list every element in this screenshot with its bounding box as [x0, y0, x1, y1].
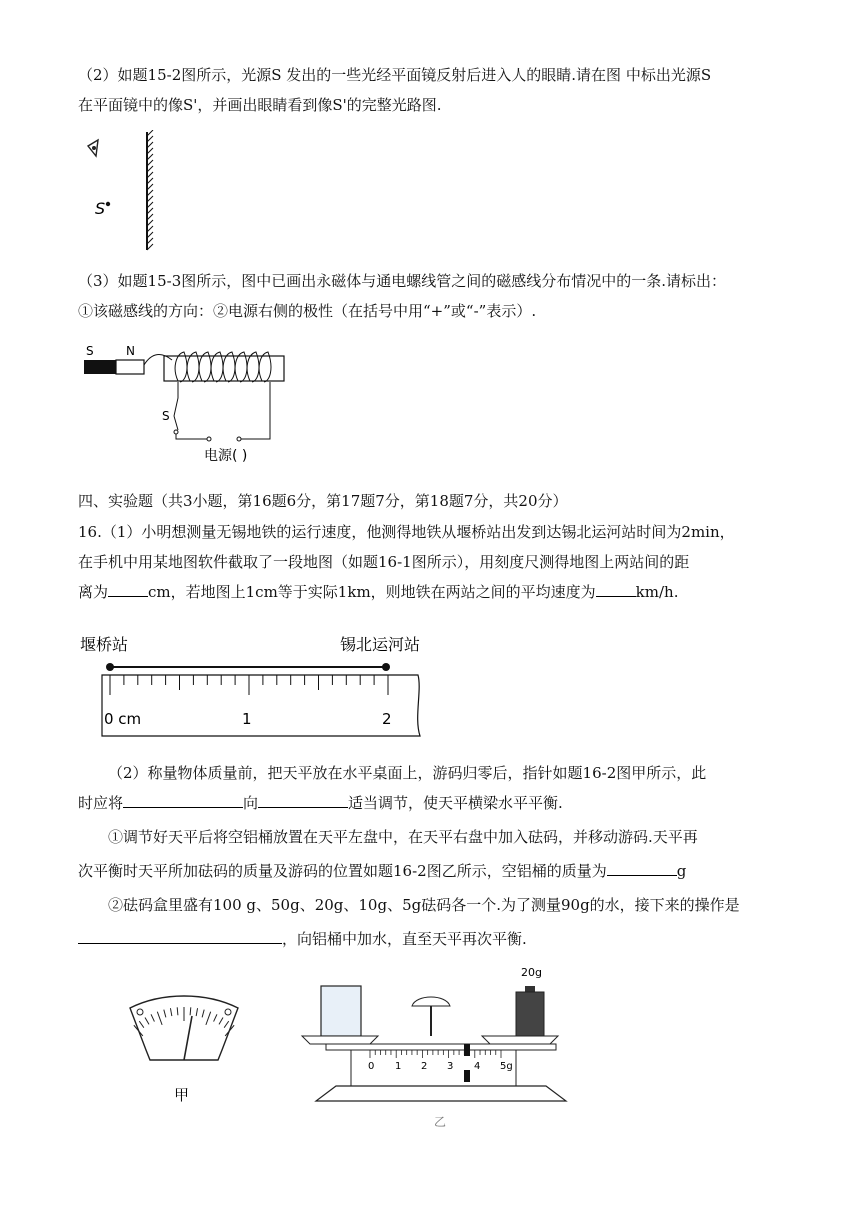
- switch: [174, 416, 178, 430]
- weight-label: 20g: [521, 966, 542, 979]
- q16-1-line1: 16.（1）小明想测量无锡地铁的运行速度，他测得地铁从堰桥站出发到达锡北运河站时间为2min，: [78, 523, 735, 541]
- rider-scale: [351, 1050, 516, 1086]
- balance-pointer-figure: [122, 990, 247, 1110]
- scale-label-5: 5g: [500, 1061, 513, 1072]
- magnet-s-label: S: [86, 344, 94, 358]
- q16-2-sub1-line2: 次平衡时天平所加砝码的质量及游码的位置如题16-2图乙所示，空铝桶的质量为 g: [78, 856, 794, 886]
- magnet-s-pole: [84, 360, 116, 374]
- dial-screw-right: [225, 1009, 231, 1015]
- q16-2-line2: 时应将 向 适当调节，使天平横梁水平平衡.: [78, 788, 794, 818]
- balance-base: [316, 1086, 566, 1101]
- ruler-label-1: 1: [242, 710, 252, 728]
- q16-2-sub2-line2: ，向铝桶中加水，直至天平再次平衡.: [78, 924, 794, 954]
- switch-contact: [174, 430, 178, 434]
- q15-2-line2: 在平面镜中的像S'，并画出眼睛看到像S'的完整光路图.: [78, 96, 442, 114]
- source-point: [106, 202, 110, 206]
- eye-icon: [88, 140, 98, 156]
- source-s-label: S: [95, 199, 106, 218]
- mirror-figure: [80, 130, 180, 255]
- power-terminal-left: [207, 437, 211, 441]
- scale-label-4: 4: [474, 1061, 481, 1072]
- speed-blank[interactable]: [596, 578, 636, 597]
- bottom-wire-left: [176, 434, 207, 439]
- bucket-mass-blank[interactable]: [607, 857, 677, 876]
- fig-jia-label: 甲: [174, 1086, 190, 1104]
- distance-blank[interactable]: [108, 578, 148, 597]
- map-ruler-figure: [78, 630, 438, 745]
- scale-label-1: 1: [395, 1061, 402, 1072]
- scale-label-2: 2: [421, 1061, 428, 1072]
- adjust-direction-blank[interactable]: [258, 789, 348, 808]
- station-right-label: 锡北运河站: [340, 635, 421, 654]
- bottom-wire-right: [241, 382, 270, 439]
- scale-label-0: 0: [368, 1061, 375, 1072]
- aluminum-bucket: [321, 986, 361, 1036]
- right-pan: [482, 1036, 558, 1044]
- q16-2-sub2-line1: ②砝码盒里盛有100 g、50g、20g、10g、5g砝码各一个.为了测量90g的水，接下来的操作是: [108, 896, 740, 914]
- weight-knob: [525, 986, 535, 992]
- fig-yi-label: 乙: [434, 1115, 447, 1129]
- scale-label-3: 3: [447, 1061, 454, 1072]
- power-source-label: 电源( ): [204, 448, 248, 464]
- left-pan: [302, 1036, 378, 1044]
- q15-2-line1: （2）如题15-2图所示，光源S 发出的一些光经平面镜反射后进入人的眼睛.请在图 中标出光源S: [78, 66, 712, 84]
- solenoid-figure: [80, 338, 310, 468]
- q16-2-sub1-line1: ①调节好天平后将空铝桶放置在天平左盘中，在天平右盘中加入砝码，并移动游码.天平再: [108, 828, 698, 846]
- operation-blank[interactable]: [78, 925, 282, 944]
- dial-plate: [130, 996, 238, 1060]
- left-wire: [174, 382, 178, 416]
- section-heading: 四、实验题（共3小题，第16题6分，第17题7分，第18题7分，共20分）: [78, 492, 568, 510]
- beam: [326, 1044, 556, 1050]
- weight-20g: [516, 992, 544, 1036]
- switch-s-label: S: [162, 409, 170, 423]
- balance-figure: [296, 966, 586, 1131]
- power-terminal-right: [237, 437, 241, 441]
- q15-3-line2: ①该磁感线的方向：②电源右侧的极性（在括号中用“+”或“-”表示）.: [78, 302, 537, 320]
- q15-3-line1: （3）如题15-3图所示，图中已画出永磁体与通电螺线管之间的磁感线分布情况中的一条.请标出：: [78, 272, 727, 290]
- rider: [464, 1070, 470, 1082]
- magnet-n-pole: [116, 360, 144, 374]
- q16-2-line1: （2）称量物体质量前，把天平放在水平桌面上，游码归零后，指针如题16-2图甲所示，此: [108, 764, 707, 782]
- dial-screw-left: [137, 1009, 143, 1015]
- station-left-dot: [106, 663, 114, 671]
- adjust-part-blank[interactable]: [123, 789, 243, 808]
- center-dial: [412, 997, 450, 1006]
- station-left-label: 堰桥站: [80, 635, 129, 654]
- q16-1-line3: 离为 cm，若地图上1cm等于实际1km，则地铁在两站之间的平均速度为 km/h.: [78, 577, 794, 607]
- station-right-dot: [382, 663, 390, 671]
- magnet-n-label: N: [126, 344, 135, 358]
- q16-1-line2: 在手机中用某地图软件截取了一段地图（如题16-1图所示），用刻度尺测得地图上两站间的距: [78, 553, 690, 571]
- ruler-label-0: 0 cm: [104, 710, 142, 728]
- ruler-label-2: 2: [382, 710, 392, 728]
- balance-nut: [464, 1044, 470, 1056]
- ruler: [102, 675, 420, 736]
